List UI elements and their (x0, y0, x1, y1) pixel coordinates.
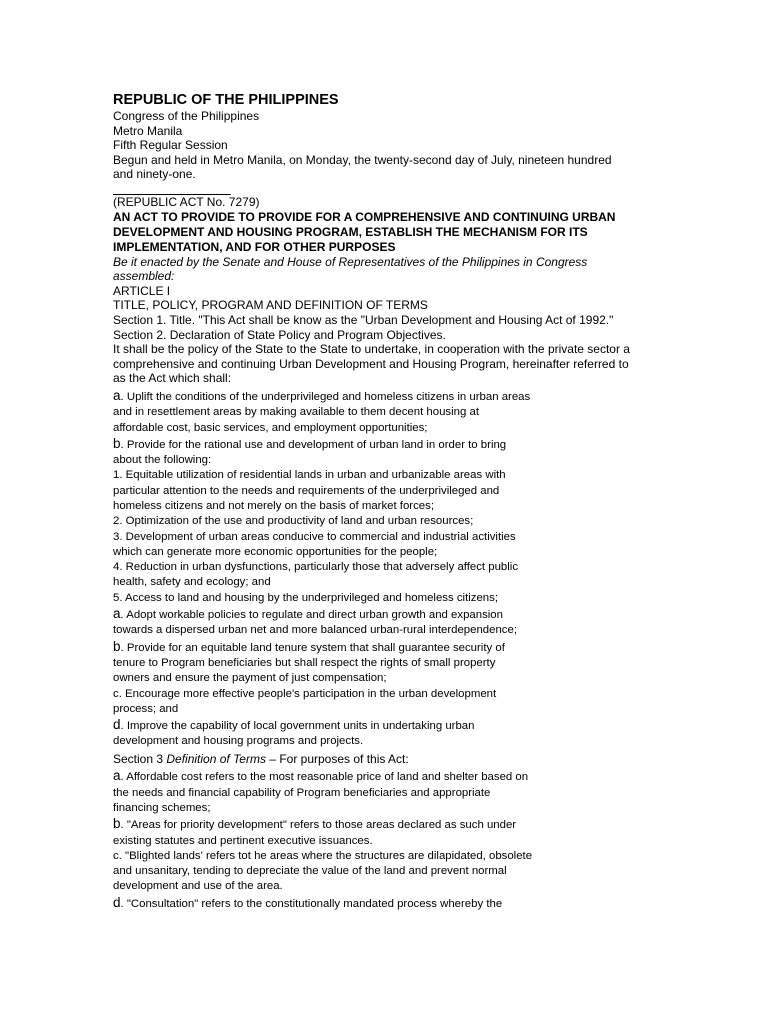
definition-item-text: existing statutes and pertinent executive issuances. (113, 834, 373, 847)
document-page (113, 91, 658, 912)
objective-item (113, 687, 658, 718)
objective-item (113, 530, 658, 561)
definition-item-text: . Affordable cost refers to the most reasonable price of land and shelter based on (120, 771, 529, 784)
objective-item-letter: b (113, 435, 121, 451)
objective-item-line (113, 702, 658, 717)
objective-item (113, 717, 658, 750)
objective-item-line (113, 575, 658, 590)
enacting-clause: Be it enacted by the Senate and House of Representatives of the Philippines in Congress (113, 254, 588, 269)
section-2: Section 2. Declaration of State Policy and Program Objectives. (113, 327, 446, 342)
objective-item (113, 468, 658, 514)
header-line: Metro Manila (113, 123, 183, 138)
objective-item-line (113, 388, 658, 405)
objective-item-line (113, 453, 658, 468)
definition-item-text: c. "Blighted lands' refers tot he areas where the structures are dilapidated, obsolete (113, 849, 533, 862)
objective-item-text: 2. Optimization of the use and productivity of land and urban resources; (113, 515, 474, 528)
objective-item-text: c. Encourage more effective people's participation in the urban development (113, 687, 497, 700)
objective-item-text: health, safety and ecology; and (113, 576, 271, 589)
objective-item-text: . Improve the capability of local government units in undertaking urban (120, 720, 475, 733)
definition-item-line (113, 801, 658, 816)
objective-item-letter: a (113, 606, 121, 622)
enacting-clause: assembled: (113, 269, 175, 284)
header-line: Fifth Regular Session (113, 138, 228, 153)
definition-item-text: and unsanitary, tending to depreciate the value of the land and prevent normal (113, 865, 507, 878)
objective-item-line (113, 484, 658, 499)
objective-item-text: which can generate more economic opportunities for the people; (113, 545, 438, 558)
objective-item-line (113, 717, 658, 734)
objective-item-line (113, 436, 658, 453)
act-title-line: DEVELOPMENT AND HOUSING PROGRAM, ESTABLISH THE MECHANISM FOR ITS (113, 224, 588, 239)
objective-item-text: . Provide for the rational use and development of urban land in order to bring (120, 438, 507, 451)
objective-item-line (113, 671, 658, 686)
objective-item-text: . Uplift the conditions of the underprivileged and homeless citizens in urban areas (120, 390, 531, 403)
header-line: Congress of the Philippines (113, 109, 260, 123)
objective-item-line (113, 656, 658, 671)
definition-item-line (113, 816, 658, 833)
policy-line: It shall be the policy of the State to the State to undertake, in cooperation with the private sector a (113, 342, 630, 357)
objective-item-line (113, 639, 658, 656)
objective-item-line (113, 560, 658, 575)
definition-item-line (113, 768, 658, 785)
spacer (113, 182, 658, 194)
objective-item-text: process; and (113, 702, 179, 715)
definition-item (113, 895, 658, 912)
definition-item-line (113, 786, 658, 801)
section-3-suffix: – For purposes of this Act: (265, 751, 409, 766)
objective-item-text: affordable cost, basic services, and employment opportunities; (113, 421, 428, 434)
objective-item-line (113, 623, 658, 638)
objective-item-text: homeless citizens and not merely on the basis of market forces; (113, 499, 434, 512)
definition-item (113, 816, 658, 849)
objective-item-text: towards a dispersed urban net and more balanced urban-rural interdependence; (113, 624, 517, 637)
objective-item-text: tenure to Program beneficiaries but shall respect the rights of small property (113, 656, 496, 669)
section-1: Section 1. Title. "This Act shall be know as the "Urban Development and Housing Act of 1992." (113, 312, 614, 327)
policy-line: as the Act which shall: (113, 371, 232, 386)
objective-item-line (113, 514, 658, 529)
definition-item-line (113, 849, 658, 864)
document-title: REPUBLIC OF THE PHILIPPINES (113, 92, 339, 108)
objective-item-line (113, 687, 658, 702)
objective-item (113, 606, 658, 639)
objective-item-line (113, 530, 658, 545)
objective-item-line (113, 499, 658, 514)
article-heading: ARTICLE I (113, 283, 171, 298)
objective-item (113, 639, 658, 687)
objective-item (113, 514, 658, 529)
objective-item (113, 436, 658, 469)
act-title-line: IMPLEMENTATION, AND FOR OTHER PURPOSES (113, 239, 396, 254)
objective-item-text: and in resettlement areas by making available to them decent housing at (113, 406, 479, 419)
policy-line: comprehensive and continuing Urban Development and Housing Program, hereinafter referred to (113, 356, 629, 371)
definition-item-line (113, 879, 658, 894)
definition-item-letter: d (113, 894, 121, 910)
objective-item (113, 591, 658, 606)
objective-item (113, 388, 658, 436)
definition-item (113, 849, 658, 895)
objective-item-text: 3. Development of urban areas conducive to commercial and industrial activities (113, 530, 516, 543)
objective-item-letter: a (113, 387, 121, 403)
section-3-italic: Definition of Terms (166, 751, 266, 766)
objective-item-text: 1. Equitable utilization of residential lands in urban and urbanizable areas with (113, 469, 506, 482)
definition-item (113, 768, 658, 816)
objective-item (113, 560, 658, 591)
objective-item-line (113, 405, 658, 420)
definition-item-text: development and use of the area. (113, 880, 283, 893)
objective-item-text: development and housing programs and projects. (113, 735, 364, 748)
definition-item-letter: b (113, 816, 121, 832)
objective-item-text: about the following: (113, 454, 212, 467)
definition-item-line (113, 864, 658, 879)
objective-item-line (113, 734, 658, 749)
header-line: and ninety-one. (113, 167, 196, 182)
definition-item-text: financing schemes; (113, 801, 211, 814)
objective-item-letter: d (113, 717, 121, 733)
act-number: (REPUBLIC ACT No. 7279) (113, 194, 260, 209)
objective-item-letter: b (113, 638, 121, 654)
section-3 (113, 752, 658, 767)
header-line: Begun and held in Metro Manila, on Monday, the twenty-second day of July, nineteen hundred (113, 152, 612, 167)
definition-item-line (113, 895, 658, 912)
definition-item-text: the needs and financial capability of Program beneficiaries and appropriate (113, 786, 491, 799)
objective-item-line (113, 606, 658, 623)
objective-item-line (113, 591, 658, 606)
article-title: TITLE, POLICY, PROGRAM AND DEFINITION OF TERMS (113, 298, 428, 313)
definition-item-line (113, 834, 658, 849)
definition-item-text: . "Areas for priority development" refers to those areas declared as such under (120, 819, 517, 832)
objective-item-text: particular attention to the needs and requirements of the underprivileged and (113, 484, 500, 497)
section-3-prefix: Section 3 (113, 751, 167, 766)
objective-item-text: 4. Reduction in urban dysfunctions, particularly those that adversely affect public (113, 561, 519, 574)
definition-item-text: . "Consultation" refers to the constitutionally mandated process whereby the (120, 897, 503, 910)
objective-item-text: owners and ensure the payment of just compensation; (113, 672, 387, 685)
definition-item-letter: a (113, 768, 121, 784)
objective-item-line (113, 545, 658, 560)
objective-item-text: . Provide for an equitable land tenure system that shall guarantee security of (120, 641, 505, 654)
objective-item-text: . Adopt workable policies to regulate and direct urban growth and expansion (120, 609, 503, 622)
objective-item-line (113, 421, 658, 436)
objective-item-line (113, 468, 658, 483)
objectives-list (113, 388, 658, 750)
act-title-line: AN ACT TO PROVIDE TO PROVIDE FOR A COMPREHENSIVE AND CONTINUING URBAN (113, 209, 616, 224)
definitions-list (113, 768, 658, 912)
objective-item-text: 5. Access to land and housing by the underprivileged and homeless citizens; (113, 591, 498, 604)
